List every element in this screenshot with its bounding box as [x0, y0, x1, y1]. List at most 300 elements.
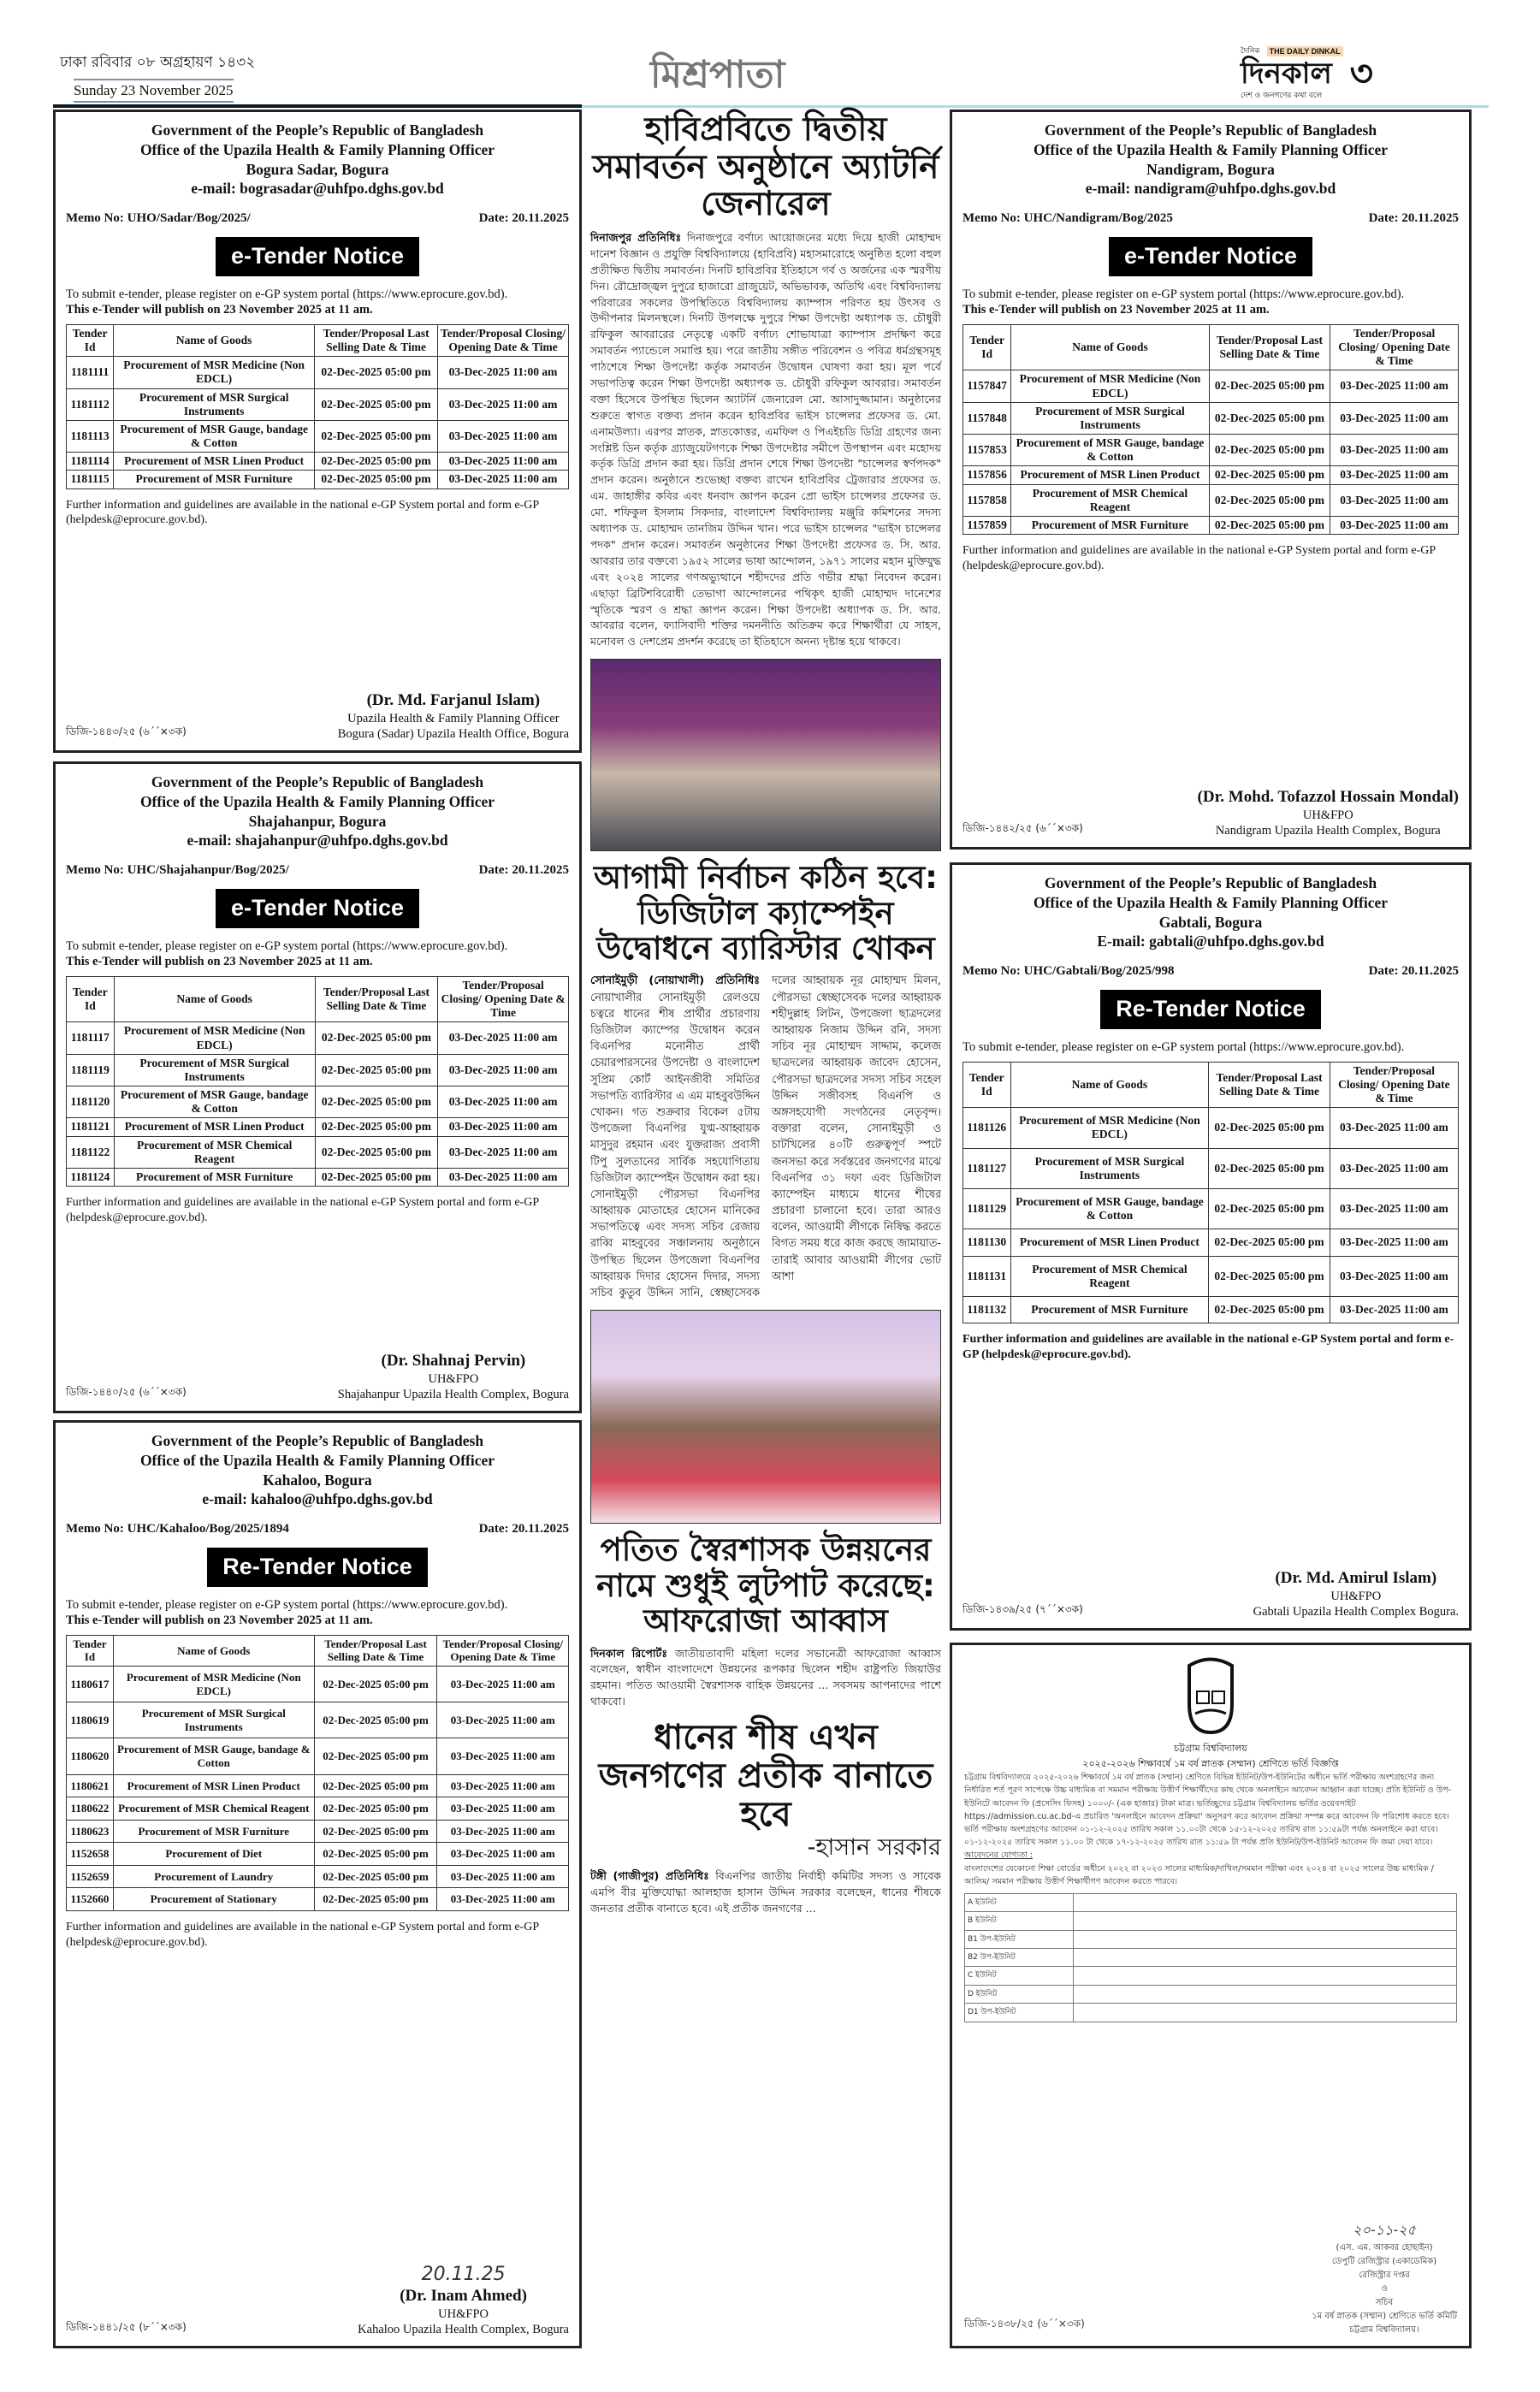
table-cell: 02-Dec-2025 05:00 pm	[314, 1843, 437, 1866]
article-subhead: -হাসান সরকার	[807, 1833, 941, 1861]
table-cell: 1152658	[67, 1843, 114, 1866]
gov-line: Government of the People’s Republic of Bangladesh	[151, 773, 484, 790]
table-row	[67, 357, 569, 388]
table-cell: 1181120	[67, 1086, 115, 1118]
signatory-name: (Dr. Md. Farjanul Islam)	[366, 691, 541, 709]
column-header: Name of Goods	[113, 1635, 314, 1666]
table-cell: 03-Dec-2025 11:00 am	[437, 1797, 569, 1821]
table-row	[963, 370, 1459, 402]
table-cell: 02-Dec-2025 05:00 pm	[1209, 1256, 1330, 1296]
table-cell: Procurement of MSR Furniture	[1011, 517, 1210, 535]
office-line: Office of the Upazila Health & Family Planning Officer	[139, 792, 495, 810]
memo-number: Memo No: UHC/Nandigram/Bog/2025	[962, 211, 1173, 225]
notice-heading	[66, 1431, 569, 1509]
column-header: Tender/Proposal Closing/ Opening Date & Time	[437, 1635, 569, 1666]
office-line: Office of the Upazila Health & Family Planning Officer	[139, 1451, 495, 1469]
table-cell: 02-Dec-2025 05:00 pm	[314, 1666, 437, 1702]
memo-number: Memo No: UHC/Kahaloo/Bog/2025/1894	[66, 1522, 289, 1536]
table-cell: 02-Dec-2025 05:00 pm	[315, 453, 438, 471]
table-cell: 03-Dec-2025 11:00 am	[1330, 1148, 1458, 1188]
table-cell: 1157847	[963, 370, 1011, 402]
table-row	[67, 1888, 569, 1911]
notice-heading	[66, 121, 569, 198]
table-cell: Procurement of MSR Linen Product	[1010, 1229, 1209, 1256]
ad-code: ডিজি-১৪৪০/২৫ (৬´´×৩ক)	[66, 1386, 187, 1398]
table-cell: 1181117	[67, 1022, 115, 1054]
logo-english: THE DAILY DINKAL	[1267, 46, 1343, 56]
article-text: জাতীয়তাবাদী মহিলা দলের সভানেত্রী আফরোজা আব্বাস বলেছেন, স্বাধীন বাংলাদেশে উন্নয়নের রূপকার ছিলেন শহীদ রাষ্ট্রপতি জিয়াউর রহমান। পতিত আওয়ামী স্বৈরশাসক বাহিক উন্নয়নের ... সবসময় আপনাদের পাশে থাকবো।	[590, 1646, 941, 1708]
unit-detail	[1073, 1893, 1457, 1911]
article-body	[590, 1868, 941, 1917]
middle-column	[590, 111, 941, 2348]
logo-small: দৈনিক	[1241, 47, 1260, 56]
table-row	[67, 1666, 569, 1702]
unit-row	[965, 1949, 1457, 1967]
table-cell: 1181111	[67, 357, 114, 388]
dateline: সোনাইমুড়ী (নোয়াখালী) প্রতিনিধিঃ	[590, 974, 760, 988]
table-cell: 03-Dec-2025 11:00 am	[438, 420, 569, 452]
table-cell: 02-Dec-2025 05:00 pm	[1209, 1108, 1330, 1148]
article-body	[590, 1646, 941, 1711]
table-row	[963, 1256, 1459, 1296]
table-row	[963, 484, 1459, 516]
unit-row	[965, 1912, 1457, 1930]
email-line: E-mail: gabtali@uhfpo.dghs.gov.bd	[1097, 933, 1324, 950]
table-cell: 1181127	[963, 1148, 1011, 1188]
signatory-name: (Dr. Shahnaj Pervin)	[381, 1352, 526, 1370]
table-cell: Procurement of MSR Linen Product	[114, 453, 315, 471]
memo-row	[962, 210, 1459, 227]
table-cell: 1181126	[963, 1108, 1011, 1148]
gov-line: Government of the People’s Republic of Bangladesh	[151, 1432, 484, 1449]
table-cell: 03-Dec-2025 11:00 am	[437, 1843, 569, 1866]
article-text: দিনাজপুরে বর্ণাঢ্য আয়োজনের মধ্যে দিয়ে হাজী মোহাম্মদ দানেশ বিজ্ঞান ও প্রযুক্তি বিশ্ববিদ্যালয়ে (হাবিপ্রবি) মহাসমারোহে অনুষ্ঠিত হলো বহুল প্রতীক্ষিত দ্বিতীয় সমাবর্তন। দিনটি হাবিপ্রবির ইতিহাসে গর্ব ও অর্জনের এক স্মরণীয় দিন। রৌদ্রোজ্জ্বল দুপুরে হাজারো গ্রাজুয়েট, অভিভাবক, অতিথি এবং বিশ্ববিদ্যালয় পরিবারের সকলের উপস্থিতিতে বিশ্ববিদ্যালয় ক্যাম্পাস পরিণত হয় উৎসব ও উদ্দীপনার মিলনস্থলে। দিনটি উপলক্ষে দুপুরে শিক্ষা উপদেষ্টা অধ্যাপক ড. চৌধুরী রফিকুল আবরারের নেতৃত্বে একটি বর্ণাঢ্য শোভাযাত্রা ক্যাম্পাস প্রদক্ষিণ করে সমাবর্তন প্যান্ডেলে সমাপ্তি হয়। পরে জাতীয় সঙ্গীত পরিবেশন ও পবিত্র ধর্মগ্রন্থসমূহ পাঠশেষে শিক্ষা উপদেষ্টা কর্তৃক সমাবর্তন উদ্বোধন ঘোষণা করা হয়। মূল পর্বে সভাপতিত্ব করেন শিক্ষা উপদেষ্টা অধ্যাপক ড. চৌধুরী রফিকুল আবরার। সমাবর্তন বক্তা হিসেবে উপস্থিত ছিলেন অ্যাটর্নি জেনারেল মো. আসাদুজ্জামান। অনুষ্ঠানের শুরুতে স্বাগত বক্তব্য প্রদান করেন হাবিপ্রবির ভাইস চান্সেলর প্রফেসর ড. মো. এনামউল্যা। এরপর স্নাতক, স্নাতকোত্তর, এমফিল ও পিএইচডি ডিগ্রি গ্রহণের জন্য সংশ্লিষ্ট ডিন কর্তৃক গ্র্যাজুয়েটগণকে শিক্ষা উপদেষ্টার সমীপে উপস্থাপন এবং মহোদয় কর্তৃক ডিগ্রি প্রদান করা হয়। ডিগ্রি প্রদান শেষে শিক্ষা উপদেষ্টা "চান্সেলর স্বর্ণপদক" প্রদান করেন। অনুষ্ঠানে শুভেচ্ছা বক্তব্য রাখেন হাবিপ্রবির ট্রেজারার প্রফেসর ড. এম. জাহাঙ্গীর কবির এবং ধনবাদ জ্ঞাপন করেন প্রো ভাইস চান্সেলর প্রফেসর ড. মো. শফিকুল ইসলাম সিকদার, বাংলাদেশ বিশ্ববিদ্যালয় মঞ্জুরি কমিশনের সদস্য অধ্যাপক ড. মোহাম্মদ তানজিম উদ্দিন খান। পরে ভাইস চান্সেলর "ভাইস চান্সেলর পদক" প্রদান করেন। সমাবর্তন অনুষ্ঠানের শিক্ষা উপদেষ্টা প্রফেসর ড. সি. আর. আবরার তার বক্তব্যে ১৯৫২ সালের ভাষা আন্দোলন, ১৯৭১ সালের মহান মুক্তিযুদ্ধ এবং ২০২৪ সালের গণঅভ্যুত্থানে শহীদদের প্রতি গভীর শ্রদ্ধা নিবেদন করেন। এছাড়া ব্রিটিশবিরোধী তেভাগা আন্দোলনের পথিকৃৎ হাজী মোহাম্মদ দানেশের স্মৃতিকে স্মরণ ও শ্রদ্ধা জ্ঞাপন করেন। শিক্ষা উপদেষ্টা অধ্যাপক ড. সি. আর. আবরার বলেন, ফ্যাসিবাদী শক্তির দমননীতি অতিক্রম করে শিক্ষার্থীরা যে সাহস, মনোবল ও দেশপ্রেম প্রদর্শন করেছে তা ইতিহাসে অনন্য দৃষ্টান্ত হয়ে থাকবে।	[590, 231, 941, 648]
table-cell: 03-Dec-2025 11:00 am	[437, 1666, 569, 1702]
table-cell: 03-Dec-2025 11:00 am	[1330, 435, 1459, 466]
university-seal-icon	[1185, 1657, 1236, 1734]
table-cell: 02-Dec-2025 05:00 pm	[314, 1888, 437, 1911]
unit-detail	[1073, 1912, 1457, 1930]
table-cell: 1181114	[67, 453, 114, 471]
location-line: Nandigram, Bogura	[1146, 160, 1275, 178]
signatory-office: Gabtali Upazila Health Complex Bogura.	[1253, 1604, 1459, 1619]
table-cell: 1157858	[963, 484, 1011, 516]
memo-number: Memo No: UHC/Gabtali/Bog/2025/998	[962, 964, 1175, 978]
table-row	[963, 435, 1459, 466]
table-cell: Procurement of MSR Chemical Reagent	[114, 1136, 315, 1168]
notice-date: Date: 20.11.2025	[478, 863, 569, 877]
table-cell: Procurement of MSR Linen Product	[1011, 466, 1210, 484]
column-header: Tender/Proposal Closing/ Opening Date & Time	[438, 976, 569, 1022]
header-date-english: Sunday 23 November 2025	[74, 79, 234, 103]
tender-table	[962, 1062, 1459, 1323]
location-line: Shajahanpur, Bogura	[248, 812, 387, 830]
article-headline: ধানের শীষ এখন জনগণের প্রতীক বানাতে হবে	[598, 1718, 933, 1834]
table-row	[67, 1022, 569, 1054]
table-cell: 03-Dec-2025 11:00 am	[438, 1022, 569, 1054]
table-cell: 1181112	[67, 388, 114, 420]
dateline: দিনাজপুর প্রতিনিধিঃ	[590, 231, 682, 245]
signatory-title: UH&FPO	[1330, 1589, 1382, 1603]
column-header: Tender/Proposal Closing/ Opening Date & Time	[1330, 324, 1459, 370]
table-cell: 02-Dec-2025 05:00 pm	[1209, 370, 1330, 402]
tender-table	[66, 324, 569, 489]
table-cell: 1157853	[963, 435, 1011, 466]
table-cell: 1181130	[963, 1229, 1011, 1256]
notice-type-badge: Re-Tender Notice	[207, 1548, 428, 1587]
table-row	[963, 1148, 1459, 1188]
notice-title: ২০২৫-২০২৬ শিক্ষাবর্ষে ১ম বর্ষ স্নাতক (সম্মান) শ্রেণিতে ভর্তি বিজ্ঞপ্তি	[1082, 1757, 1339, 1769]
header-rule-dark	[53, 104, 582, 108]
table-row	[67, 1738, 569, 1774]
unit-name: B2 উপ-ইউনিট	[965, 1949, 1074, 1967]
column-header: Tender Id	[963, 324, 1011, 370]
table-row	[963, 402, 1459, 434]
gov-line: Government of the People’s Republic of Bangladesh	[151, 121, 484, 139]
memo-row	[962, 963, 1459, 980]
further-information: Further information and guidelines are available in the national e-GP System portal and form e-GP (helpdesk@eprocure.gov.bd).	[66, 498, 539, 527]
signatory-title: Upazila Health & Family Planning Officer	[347, 711, 560, 725]
signature-block	[338, 1351, 569, 1402]
unit-detail	[1073, 1967, 1457, 1985]
column-header: Name of Goods	[1011, 324, 1210, 370]
office-line: Office of the Upazila Health & Family Planning Officer	[1033, 140, 1389, 158]
table-cell: Procurement of MSR Surgical Instruments	[114, 388, 315, 420]
unit-detail	[1073, 1985, 1457, 2003]
dateline: দিনকাল রিপোর্টঃ	[590, 1646, 668, 1660]
email-line: e-mail: kahaloo@uhfpo.dghs.gov.bd	[202, 1490, 433, 1508]
logo-name: দিনকাল	[1241, 56, 1332, 91]
table-cell: 1181129	[963, 1188, 1011, 1229]
table-cell: 03-Dec-2025 11:00 am	[438, 1136, 569, 1168]
notice-footer	[66, 2254, 569, 2338]
table-header-row	[67, 1635, 569, 1666]
logo-tagline: দেশ ও জনগণের কথা বলে	[1241, 92, 1323, 100]
table-cell: 02-Dec-2025 05:00 pm	[1209, 435, 1330, 466]
notice-heading	[962, 873, 1459, 951]
table-row	[67, 453, 569, 471]
table-cell: 03-Dec-2025 11:00 am	[1330, 370, 1459, 402]
table-row	[963, 466, 1459, 484]
table-cell: 03-Dec-2025 11:00 am	[438, 1118, 569, 1136]
newspaper-logo	[1241, 44, 1489, 103]
table-cell: 1181124	[67, 1169, 115, 1187]
cu-paragraph: ভর্তি পরীক্ষায় অংশগ্রহণের আবেদন ০১-১২-২০২৫ তারিখ সকাল ১১.০০টা থেকে ১৫-১২-২০২৫ তারিখ রাত ১১:৫৯টা পর্যন্ত অনলাইনে করা যাবে। ০১-১২-২০২৫ তারিখ সকাল ১১.০০ টা থেকে ১৭-১২-২০২৫ তারিখ রাত ১১:৫৯ টা পর্যন্ত প্রতি ইউনিট/উপ-ইউনিট আবেদন ফি জমা দেয়া যাবে।	[964, 1824, 1438, 1848]
table-cell: 1180620	[67, 1738, 114, 1774]
table-cell: 02-Dec-2025 05:00 pm	[1209, 1296, 1330, 1323]
unit-name: A ইউনিট	[965, 1893, 1074, 1911]
email-line: e-mail: nandigram@uhfpo.dghs.gov.bd	[1085, 180, 1336, 198]
table-cell: 03-Dec-2025 11:00 am	[1330, 1296, 1458, 1323]
signatory-name: (Dr. Md. Amirul Islam)	[1275, 1569, 1437, 1587]
column-header: Tender/Proposal Last Selling Date & Time	[314, 1635, 437, 1666]
location-line: Bogura Sadar, Bogura	[246, 160, 389, 178]
table-cell: 03-Dec-2025 11:00 am	[437, 1888, 569, 1911]
column-header: Name of Goods	[114, 324, 315, 356]
table-cell: Procurement of MSR Medicine (Non EDCL)	[1010, 1108, 1209, 1148]
ad-code: ডিজি-১৪৪৩/২৫ (৬´´×৩ক)	[66, 725, 187, 737]
table-cell: 02-Dec-2025 05:00 pm	[315, 1136, 438, 1168]
signatory-name: (Dr. Mohd. Tofazzol Hossain Mondal)	[1197, 788, 1459, 806]
table-cell: Procurement of MSR Medicine (Non EDCL)	[1011, 370, 1210, 402]
table-row	[67, 1702, 569, 1738]
ad-code: ডিজি-১৪৩৮/২৫ (৬´´×৩ক)	[964, 2317, 1085, 2330]
table-cell: 02-Dec-2025 05:00 pm	[314, 1702, 437, 1738]
unit-name: C ইউনিট	[965, 1967, 1074, 1985]
column-header: Tender/Proposal Closing/ Opening Date & Time	[438, 324, 569, 356]
table-cell: 03-Dec-2025 11:00 am	[438, 1086, 569, 1118]
table-cell: 02-Dec-2025 05:00 pm	[315, 1118, 438, 1136]
notice-date: Date: 20.11.2025	[478, 211, 569, 225]
signatory-office: Nandigram Upazila Health Complex, Bogura	[1215, 823, 1441, 838]
signatory-office: Bogura (Sadar) Upazila Health Office, Bogura	[337, 726, 569, 741]
table-row	[67, 1843, 569, 1866]
table-cell: 02-Dec-2025 05:00 pm	[315, 1169, 438, 1187]
tender-table	[962, 324, 1459, 535]
column-header: Tender/Proposal Last Selling Date & Time	[315, 976, 438, 1022]
signatory-title: UH&FPO	[428, 1371, 479, 1386]
table-cell: 02-Dec-2025 05:00 pm	[315, 1054, 438, 1086]
column-header: Tender Id	[67, 324, 114, 356]
table-row	[67, 1169, 569, 1187]
table-cell: Procurement of MSR Furniture	[1010, 1296, 1209, 1323]
table-cell: 1180621	[67, 1774, 114, 1797]
notice-type-badge: e-Tender Notice	[216, 889, 419, 928]
table-cell: Procurement of MSR Surgical Instruments	[114, 1054, 315, 1086]
table-cell: Procurement of Diet	[113, 1843, 314, 1866]
table-row	[963, 1108, 1459, 1148]
location-line: Gabtali, Bogura	[1158, 913, 1263, 931]
table-cell: 02-Dec-2025 05:00 pm	[315, 1022, 438, 1054]
registration-instruction: To submit e-tender, please register on e-GP system portal (https://www.eprocure.gov.bd).	[66, 1597, 508, 1612]
signature-date: ২০-১১-২৫	[1353, 2222, 1416, 2239]
unit-row	[965, 2004, 1457, 2022]
table-cell: 1152660	[67, 1888, 114, 1911]
table-cell: 1181113	[67, 420, 114, 452]
article-digital-campaign	[590, 860, 941, 1301]
table-cell: 02-Dec-2025 05:00 pm	[1209, 466, 1330, 484]
signature-date: 20.11.25	[421, 2263, 506, 2285]
notice-footer	[66, 1342, 569, 1402]
table-cell: 02-Dec-2025 05:00 pm	[1209, 1148, 1330, 1188]
notice-type-badge: e-Tender Notice	[1109, 237, 1312, 276]
table-row	[67, 1865, 569, 1888]
email-line: e-mail: bograsadar@uhfpo.dghs.gov.bd	[191, 180, 444, 198]
notice-date: Date: 20.11.2025	[1368, 211, 1459, 225]
registration-instruction: To submit e-tender, please register on e-GP system portal (https://www.eprocure.gov.bd).	[66, 287, 508, 301]
table-cell: 03-Dec-2025 11:00 am	[1330, 466, 1459, 484]
unit-name: D ইউনিট	[965, 1985, 1074, 2003]
cu-signature-block	[1312, 2219, 1457, 2337]
office-line: Office of the Upazila Health & Family Planning Officer	[139, 140, 495, 158]
notice-footer	[66, 682, 569, 742]
publish-date: This e-Tender will publish on 23 November 2025 at 11 am.	[66, 954, 373, 968]
table-cell: Procurement of MSR Chemical Reagent	[1010, 1256, 1209, 1296]
table-cell: 1180622	[67, 1797, 114, 1821]
unit-row	[965, 1967, 1457, 1985]
signatory-office: রেজিস্ট্রার দপ্তর	[1359, 2271, 1410, 2280]
tender-notice-kahaloo	[53, 1420, 582, 2348]
table-cell: 03-Dec-2025 11:00 am	[437, 1702, 569, 1738]
column-header: Tender/Proposal Last Selling Date & Time	[1209, 324, 1330, 370]
table-header-row	[963, 1062, 1459, 1108]
registration-instruction: To submit e-tender, please register on e-GP system portal (https://www.eprocure.gov.bd).	[962, 287, 1405, 301]
signatory-office: Shajahanpur Upazila Health Complex, Bogura	[337, 1387, 569, 1401]
email-line: e-mail: shajahanpur@uhfpo.dghs.gov.bd	[187, 832, 448, 850]
ad-code: ডিজি-১৪৪১/২৫ (৮´´×৩ক)	[66, 2321, 187, 2333]
signatory-name: (এস. এম. আকবর হোছাইন)	[1336, 2243, 1433, 2253]
registration-instruction: To submit e-tender, please register on e-GP system portal (https://www.eprocure.gov.bd).	[962, 1039, 1405, 1054]
table-row	[67, 1118, 569, 1136]
ad-code: ডিজি-১৪৩৯/২৫ (৭´´×৩ক)	[962, 1603, 1083, 1615]
memo-number: Memo No: UHO/Sadar/Bog/2025/	[66, 211, 251, 225]
photo-campaign	[590, 1310, 941, 1524]
table-cell: Procurement of MSR Medicine (Non EDCL)	[114, 1022, 315, 1054]
table-cell: 02-Dec-2025 05:00 pm	[315, 388, 438, 420]
section-title: মিশ্রপাতা	[650, 53, 785, 97]
table-cell: 03-Dec-2025 11:00 am	[437, 1820, 569, 1843]
gov-line: Government of the People’s Republic of Bangladesh	[1044, 121, 1377, 139]
table-cell: Procurement of MSR Chemical Reagent	[1011, 484, 1210, 516]
further-information: Further information and guidelines are available in the national e-GP System portal and form e-GP (helpdesk@eprocure.gov.bd).	[66, 1921, 539, 1949]
publish-date: This e-Tender will publish on 23 November 2025 at 11 am.	[962, 302, 1270, 317]
further-information: Further information and guidelines are available in the national e-GP System portal and form e-GP (helpdesk@eprocure.gov.bd).	[962, 1333, 1454, 1361]
table-cell: Procurement of MSR Surgical Instruments	[1011, 402, 1210, 434]
table-cell: 1157856	[963, 466, 1011, 484]
table-cell: 1180617	[67, 1666, 114, 1702]
table-cell: Procurement of MSR Chemical Reagent	[113, 1797, 314, 1821]
table-cell: 02-Dec-2025 05:00 pm	[315, 1086, 438, 1118]
table-cell: 1181121	[67, 1118, 115, 1136]
ad-code: ডিজি-১৪৪২/২৫ (৬´´×৩ক)	[962, 822, 1083, 834]
table-cell: 03-Dec-2025 11:00 am	[1330, 484, 1459, 516]
memo-row	[66, 862, 569, 879]
column-header: Name of Goods	[1010, 1062, 1209, 1108]
cu-paragraph: চট্টগ্রাম বিশ্ববিদ্যালয়ে ২০২৫-২০২৬ শিক্ষাবর্ষে ১ম বর্ষ স্নাতক (সম্মান) শ্রেণিতে বিভিন্ন ইউনিট/উপ-ইউনিটের অধীনে ভর্তি পরীক্ষায় অংশগ্রহণের জন্য নির্ধারিত শর্ত পূরণ সাপেক্ষে উচ্চ মাধ্যমিক বা সমমান পরীক্ষায় উত্তীর্ণ শিক্ষার্থীদের কাছ থেকে অনলাইনে আবেদন আহ্বান করা যাচ্ছে। প্রতি ইউনিট ও উপ-ইউনিটে আবেদন ফি (প্রসেসিং ফিসহ) ১০০০/- (এক হাজার) টাকা মাত্র। ভর্তিচ্ছুদের চট্টগ্রাম বিশ্ববিদ্যালয় ভর্তির ওয়েবসাইট https://admission.cu.ac.bd-এ প্রচারিত 'অনলাইনে আবেদন প্রক্রিয়া' অনুসরণ করে আবেদন প্রক্রিয়া সম্পন্ন করে আবেদন ফি পরিশোধ করতে হবে।	[964, 1773, 1451, 1821]
table-cell: 03-Dec-2025 11:00 am	[438, 471, 569, 488]
tender-notice-nandigram	[950, 110, 1472, 850]
unit-detail	[1073, 2004, 1457, 2022]
table-row	[67, 1774, 569, 1797]
signatory-title: ডেপুটি রেজিস্ট্রার (একাডেমিক)	[1331, 2257, 1437, 2266]
table-row	[963, 1229, 1459, 1256]
gov-line: Government of the People’s Republic of Bangladesh	[1044, 874, 1377, 891]
table-row	[67, 471, 569, 488]
table-cell: 03-Dec-2025 11:00 am	[1330, 1256, 1458, 1296]
table-cell: 02-Dec-2025 05:00 pm	[314, 1820, 437, 1843]
table-cell: Procurement of Laundry	[113, 1865, 314, 1888]
unit-row	[965, 1985, 1457, 2003]
dateline: টঙ্গী (গাজীপুর) প্রতিনিধিঃ	[590, 1868, 709, 1882]
article-headline: পতিত স্বৈরশাসক উন্নয়নের নামে শুধুই লুটপাট করেছে: আফরোজা আব্বাস	[596, 1531, 935, 1640]
unit-detail	[1073, 1949, 1457, 1967]
column-header: Tender Id	[67, 976, 115, 1022]
table-row	[963, 1296, 1459, 1323]
notice-type-badge: e-Tender Notice	[216, 237, 419, 276]
table-cell: 03-Dec-2025 11:00 am	[437, 1865, 569, 1888]
signatory-title: UH&FPO	[438, 2306, 489, 2321]
article-body	[590, 973, 941, 1301]
table-row	[67, 1086, 569, 1118]
table-cell: 03-Dec-2025 11:00 am	[437, 1774, 569, 1797]
table-cell: 02-Dec-2025 05:00 pm	[315, 471, 438, 488]
signatory-and: ও	[1381, 2284, 1388, 2294]
table-cell: Procurement of Stationary	[113, 1888, 314, 1911]
unit-row	[965, 1930, 1457, 1948]
memo-row	[66, 210, 569, 227]
table-cell: 02-Dec-2025 05:00 pm	[314, 1774, 437, 1797]
notice-footer	[962, 1560, 1459, 1619]
table-cell: 1181115	[67, 471, 114, 488]
table-cell: 03-Dec-2025 11:00 am	[437, 1738, 569, 1774]
signatory-committee: ১ম বর্ষ স্নাতক (সম্মান) শ্রেণিতে ভর্তি কমিটি	[1312, 2312, 1457, 2321]
table-cell: 1181119	[67, 1054, 115, 1086]
table-cell: 03-Dec-2025 11:00 am	[1330, 1188, 1458, 1229]
unit-row	[965, 1893, 1457, 1911]
tender-notice-gabtali	[950, 862, 1472, 1631]
table-row	[67, 1136, 569, 1168]
unit-name: B1 উপ-ইউনিট	[965, 1930, 1074, 1948]
table-cell: 03-Dec-2025 11:00 am	[438, 388, 569, 420]
table-header-row	[963, 324, 1459, 370]
signature-block	[338, 690, 569, 742]
table-cell: 1181122	[67, 1136, 115, 1168]
eligibility-title: আবেদনের যোগ্যতা :	[964, 1850, 1034, 1861]
table-header-row	[67, 324, 569, 356]
table-cell: Procurement of MSR Medicine (Non EDCL)	[114, 357, 315, 388]
table-cell: 02-Dec-2025 05:00 pm	[314, 1738, 437, 1774]
table-cell: 1180623	[67, 1820, 114, 1843]
table-cell: 02-Dec-2025 05:00 pm	[1209, 1229, 1330, 1256]
office-line: Office of the Upazila Health & Family Planning Officer	[1033, 893, 1389, 911]
table-cell: 03-Dec-2025 11:00 am	[1330, 402, 1459, 434]
table-cell: Procurement of MSR Gauge, bandage & Cotton	[1011, 435, 1210, 466]
publish-date: This e-Tender will publish on 23 November 2025 at 11 am.	[66, 1613, 373, 1627]
column-header: Name of Goods	[114, 976, 315, 1022]
photo-convocation	[590, 659, 941, 851]
tender-notice-shajahanpur	[53, 761, 582, 1413]
table-row	[67, 1797, 569, 1821]
table-cell: Procurement of MSR Gauge, bandage & Cotton	[114, 420, 315, 452]
table-cell: Procurement of MSR Gauge, bandage & Cotton	[1010, 1188, 1209, 1229]
article-text: নোয়াখালীর সোনাইমুড়ী রেলওয়ে চত্বরে ধানের শীষ প্রার্থীর প্রচারণায় ডিজিটাল ক্যাম্পের উদ্বোধন করেন বিএনপির মনোনীত প্রার্থী চেয়ারপারসনের উপদেষ্টা ও বাংলাদেশ সুপ্রিম কোর্ট আইনজীবী সমিতির সভাপতি ব্যারিস্টার এ এম মাহবুবউদ্দিন খোকন। গত শুক্রবার বিকেল ৫টায় উপজেলা বিএনপির যুগ্ম-আহ্বায়ক মাসুদুর রহমান এবং যুক্তরাজ্য প্রবাসী টিপু সুলতানের সার্বিক সহযোগিতায় ডিজিটাল ক্যাম্পেইন উদ্বোধন করা হয়। সোনাইমুড়ী পৌরসভা বিএনপির আহ্বায়ক মোতাহের হোসেন মানিকের সভাপতিত্বে এবং সদস্য সচিব রেজায় রাব্বি মাহবুবের সঞ্চালনায় অনুষ্ঠানে উপস্থিত ছিলেন উপজেলা বিএনপির আহ্বায়ক দিদার হোসেন দিদার, সদস্য সচিব কুতুব উদ্দিন সানি, স্বেচ্ছাসেবক দলের আহ্বায়ক নূর মোহাম্মদ মিলন, পৌরসভা স্বেচ্ছাসেবক দলের আহ্বায়ক শহীদুল্লাহ লিটন, উপজেলা ছাত্রদলের আহ্বায়ক নিজাম উদ্দিন রনি, সদস্য সচিব নূর মোহাম্মদ সাদ্দাম, কলেজ ছাত্রদলের আহ্বায়ক জাবেদ হোসেন, পৌরসভা ছাত্রদলের সদস্য সচিব সহেল উদ্দিন সজীবসহ বিএনপি ও অঙ্গসহযোগী সংগঠনের নেতৃবৃন্দ। বক্তারা বলেন, সোনাইমুড়ী ও চাটখিলের ৪০টি গুরুত্বপূর্ণ স্পটে জনসভা করে সর্বস্তরের জনগণের মাঝে বিএনপির ৩১ দফা এবং ডিজিটাল ক্যাম্পেইন মাধ্যমে ধানের শীষের প্রচারণা চালানো হবে। তারা আরও বলেন, আওয়ামী লীগকে নিষিদ্ধ করতে বিগত সময় ধরে কাজ করছে জামায়াত-তারাই আবার আওয়ামী লীগের ভোট আশা	[590, 974, 941, 1300]
signature-block	[1198, 787, 1459, 838]
table-cell: 02-Dec-2025 05:00 pm	[315, 357, 438, 388]
article-body	[590, 230, 941, 650]
table-cell: 02-Dec-2025 05:00 pm	[314, 1865, 437, 1888]
header-rule-blue	[582, 105, 1489, 108]
unit-detail	[1073, 1930, 1457, 1948]
table-cell: Procurement of MSR Gauge, bandage & Cotton	[113, 1738, 314, 1774]
column-header: Tender/Proposal Last Selling Date & Time	[1209, 1062, 1330, 1108]
table-cell: Procurement of MSR Surgical Instruments	[1010, 1148, 1209, 1188]
logo-top-row	[1241, 46, 1343, 56]
table-row	[963, 517, 1459, 535]
column-header: Tender/Proposal Last Selling Date & Time	[315, 324, 438, 356]
table-row	[67, 388, 569, 420]
table-cell: 03-Dec-2025 11:00 am	[438, 453, 569, 471]
signature-block	[1253, 1568, 1459, 1619]
page-number: ৩	[1349, 52, 1373, 94]
table-cell: 02-Dec-2025 05:00 pm	[1209, 484, 1330, 516]
signatory-name: (Dr. Inam Ahmed)	[400, 2287, 527, 2305]
memo-number: Memo No: UHC/Shajahanpur/Bog/2025/	[66, 863, 289, 877]
cu-admission-notice	[950, 1643, 1472, 2348]
table-cell: 1152659	[67, 1865, 114, 1888]
notice-date: Date: 20.11.2025	[1368, 964, 1459, 978]
table-header-row	[67, 976, 569, 1022]
table-cell: 1181132	[963, 1296, 1011, 1323]
